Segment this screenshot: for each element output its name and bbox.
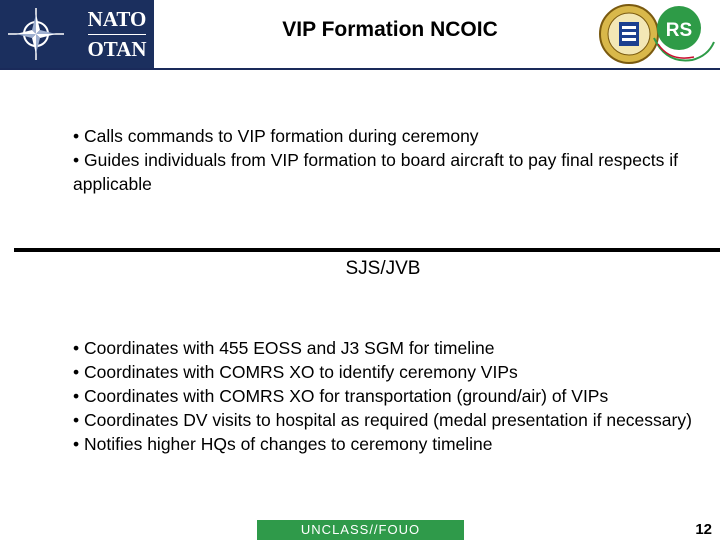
- slide-header: [0, 0, 720, 70]
- top-bullet-list: [73, 124, 698, 196]
- nato-text-line2: OTAN: [87, 37, 147, 61]
- slide-title: VIP Formation NCOIC: [282, 18, 498, 41]
- list-item: • Coordinates with COMRS XO to identify ceremony VIPs: [73, 362, 518, 382]
- nato-text-divider: [88, 34, 146, 35]
- nato-wordmark: [82, 4, 152, 64]
- nato-logo: [0, 0, 154, 68]
- section-divider: [14, 248, 720, 252]
- rs-logo-text: RS: [665, 20, 693, 41]
- list-item: • Coordinates DV visits to hospital as required (medal presentation if necessary): [73, 410, 692, 430]
- nato-text-line1: NATO: [87, 7, 147, 31]
- section-title: SJS/JVB: [345, 258, 421, 279]
- classification-banner: UNCLASS//FOUO: [257, 520, 464, 540]
- list-item: • Coordinates with 455 EOSS and J3 SGM for timeline: [73, 338, 495, 358]
- resolute-support-logo-icon: [646, 2, 718, 66]
- nato-compass-star-icon: [4, 6, 68, 62]
- list-item: • Calls commands to VIP formation during ceremony: [73, 126, 479, 146]
- section-bullet-list: [73, 336, 698, 456]
- list-item: • Guides individuals from VIP formation to board aircraft to pay final respects if applicable: [73, 150, 678, 194]
- list-item: • Coordinates with COMRS XO for transportation (ground/air) of VIPs: [73, 386, 609, 406]
- list-item: • Notifies higher HQs of changes to ceremony timeline: [73, 434, 493, 454]
- page-number: 12: [695, 521, 712, 538]
